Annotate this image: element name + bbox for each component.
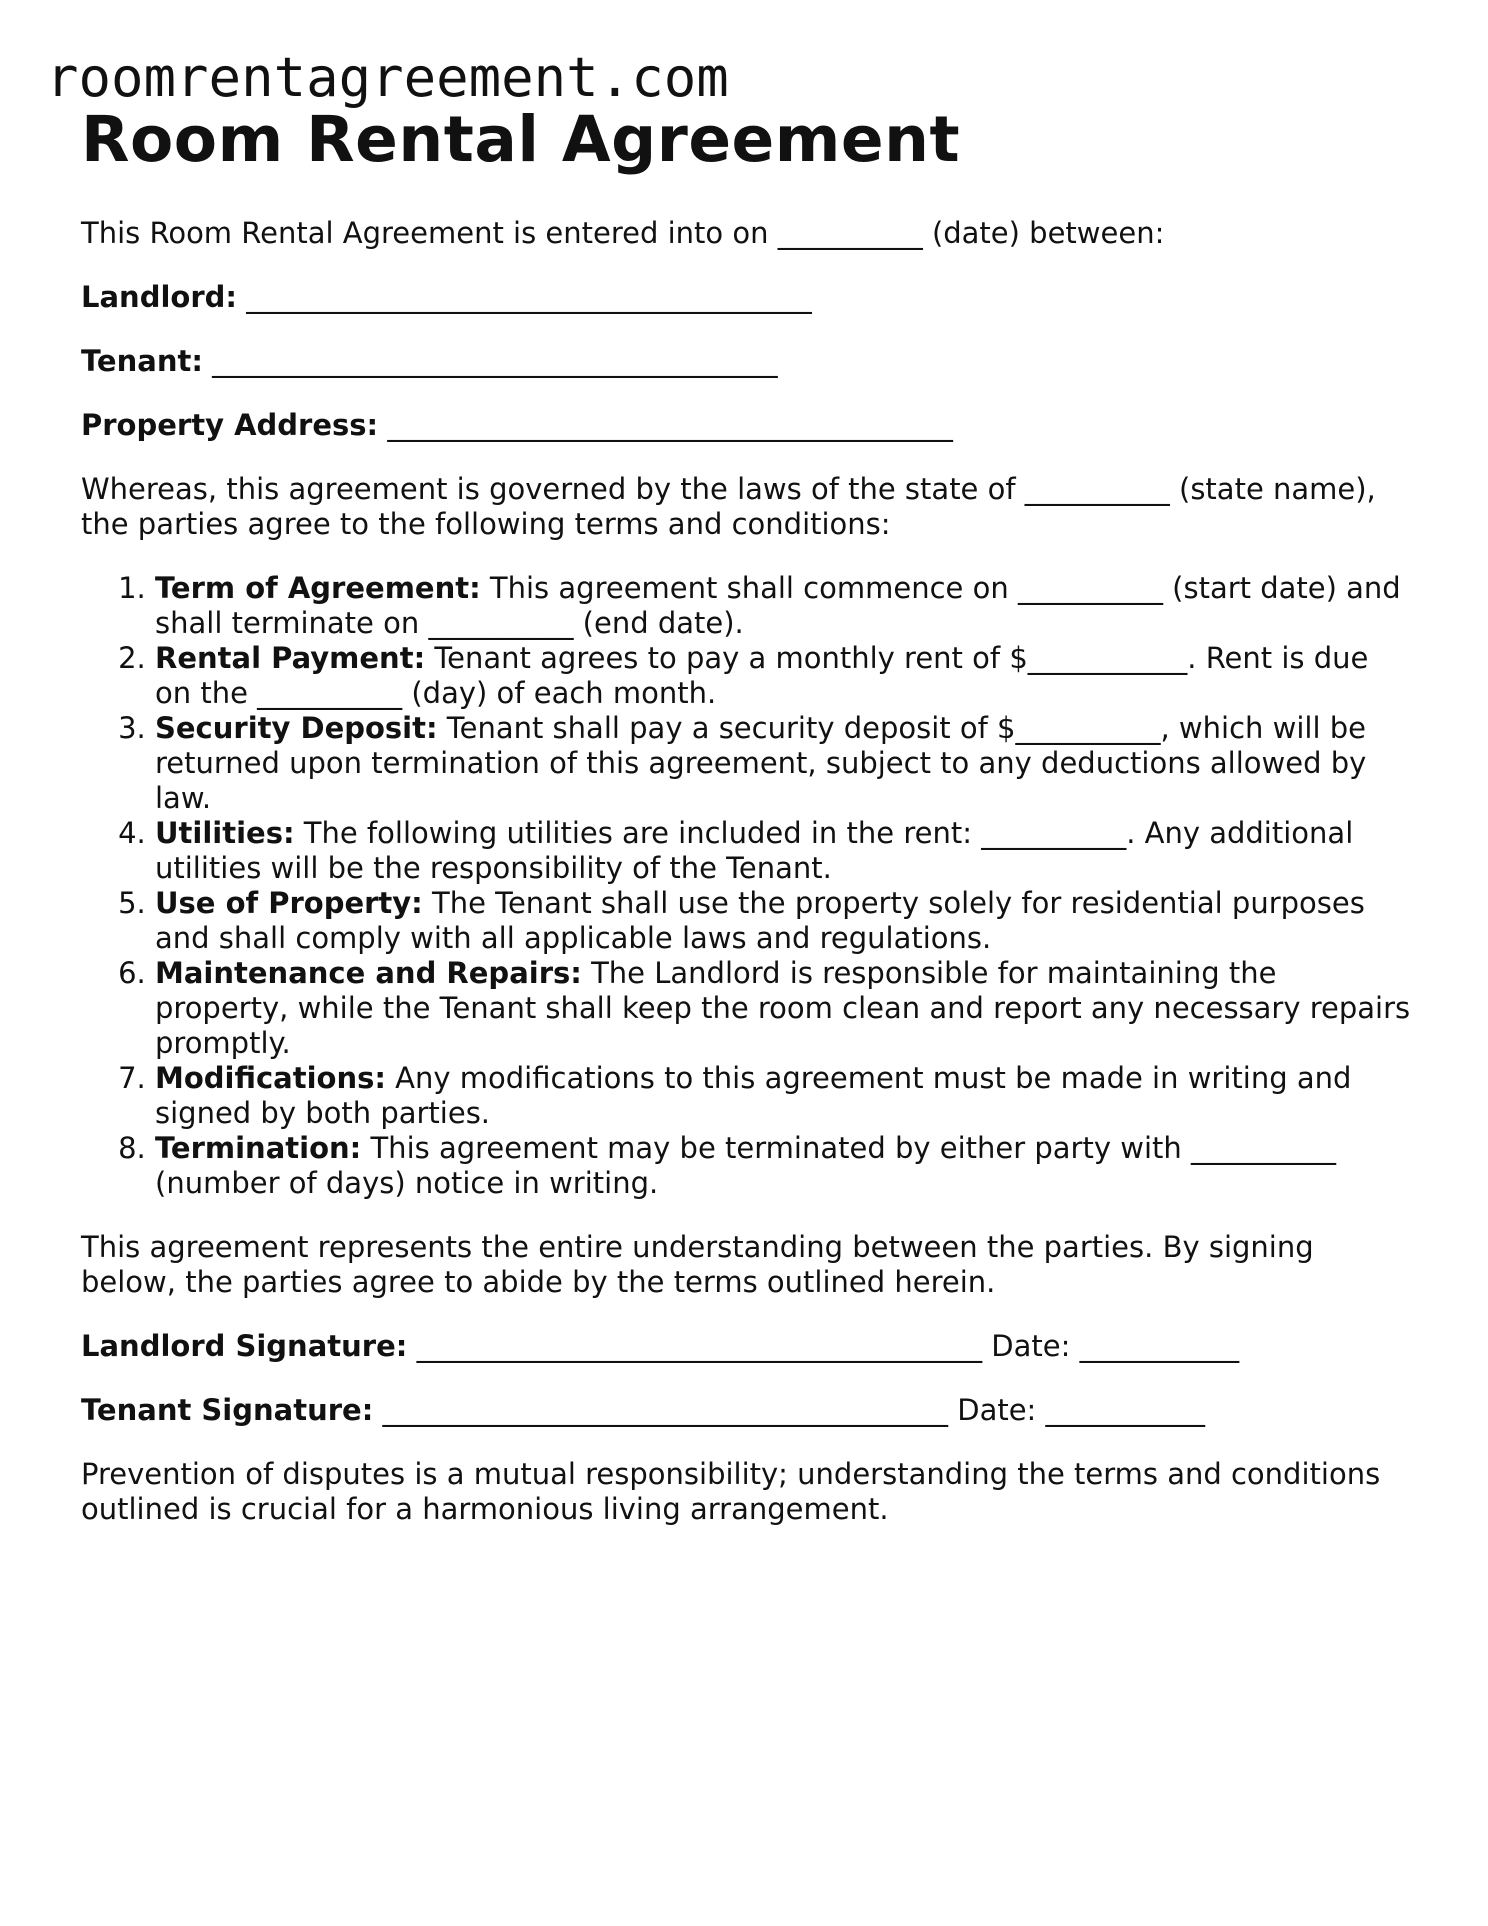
tenant-signature-line (81, 1393, 1411, 1428)
property-address-field (81, 408, 1411, 443)
term-heading: Use of Property: (155, 886, 423, 920)
property-address-blank: _______________________________________ (387, 408, 953, 442)
term-heading: Rental Payment: (155, 641, 426, 675)
term-item (155, 816, 1411, 886)
landlord-blank: _______________________________________ (246, 280, 812, 314)
term-heading: Maintenance and Repairs: (155, 956, 582, 990)
tenant-blank: _______________________________________ (212, 344, 778, 378)
term-heading: Modifications: (155, 1061, 386, 1095)
property-address-label: Property Address: (81, 408, 379, 442)
term-item (155, 1131, 1411, 1201)
term-text: This agreement shall commence on __________ (start date) and shall terminate on __________ (end date). (155, 571, 1401, 640)
term-text: The Landlord is responsible for maintaining the property, while the Tenant shall keep the room clean and report any necessary repairs promptly. (155, 956, 1411, 1060)
term-text: Tenant agrees to pay a monthly rent of $___________. Rent is due on the __________ (day) of each month. (155, 641, 1369, 710)
term-text: Any modifications to this agreement must be made in writing and signed by both parties. (155, 1061, 1352, 1130)
document-title: Room Rental Agreement (81, 103, 961, 176)
term-item (155, 956, 1411, 1061)
term-item (155, 886, 1411, 956)
landlord-field (81, 280, 1411, 315)
whereas-paragraph: Whereas, this agreement is governed by the laws of the state of __________ (state name), the parties agree to the following terms and conditions: (81, 472, 1376, 541)
landlord-signature-date: Date: ___________ (991, 1329, 1240, 1363)
site-watermark: roomrentagreement.com (46, 46, 729, 109)
term-text: Tenant shall pay a security deposit of $__________, which will be returned upon termination of this agreement, subject to any deductions allowed by law. (155, 711, 1367, 815)
tenant-signature-blank: _______________________________________ (382, 1393, 949, 1427)
tenant-field (81, 344, 1411, 379)
term-text: The following utilities are included in the rent: __________. Any additional utilities will be the responsibility of the Tenant. (155, 816, 1354, 885)
tenant-signature-date: Date: ___________ (957, 1393, 1206, 1427)
terms-list (81, 571, 1411, 1201)
landlord-signature-blank: _______________________________________ (416, 1329, 983, 1363)
footer-note: Prevention of disputes is a mutual responsibility; understanding the terms and conditions outlined is crucial for a harmonious living arrangement. (81, 1457, 1381, 1526)
landlord-signature-line (81, 1329, 1411, 1364)
term-heading: Term of Agreement: (155, 571, 481, 605)
tenant-label: Tenant: (81, 344, 203, 378)
term-item (155, 571, 1411, 641)
term-text: This agreement may be terminated by either party with __________ (number of days) notice in writing. (155, 1131, 1336, 1200)
landlord-signature-label: Landlord Signature: (81, 1329, 408, 1363)
term-item (155, 711, 1411, 816)
term-heading: Security Deposit: (155, 711, 438, 745)
tenant-signature-label: Tenant Signature: (81, 1393, 374, 1427)
agreement-document (81, 100, 1411, 1527)
landlord-label: Landlord: (81, 280, 237, 314)
term-item (155, 641, 1411, 711)
closing-paragraph: This agreement represents the entire understanding between the parties. By signing below, the parties agree to abide by the terms outlined herein. (81, 1230, 1314, 1299)
intro-paragraph: This Room Rental Agreement is entered into on __________ (date) between: (81, 216, 1165, 250)
term-text: The Tenant shall use the property solely for residential purposes and shall comply with all applicable laws and regulations. (155, 886, 1365, 955)
term-item (155, 1061, 1411, 1131)
term-heading: Utilities: (155, 816, 295, 850)
term-heading: Termination: (155, 1131, 362, 1165)
